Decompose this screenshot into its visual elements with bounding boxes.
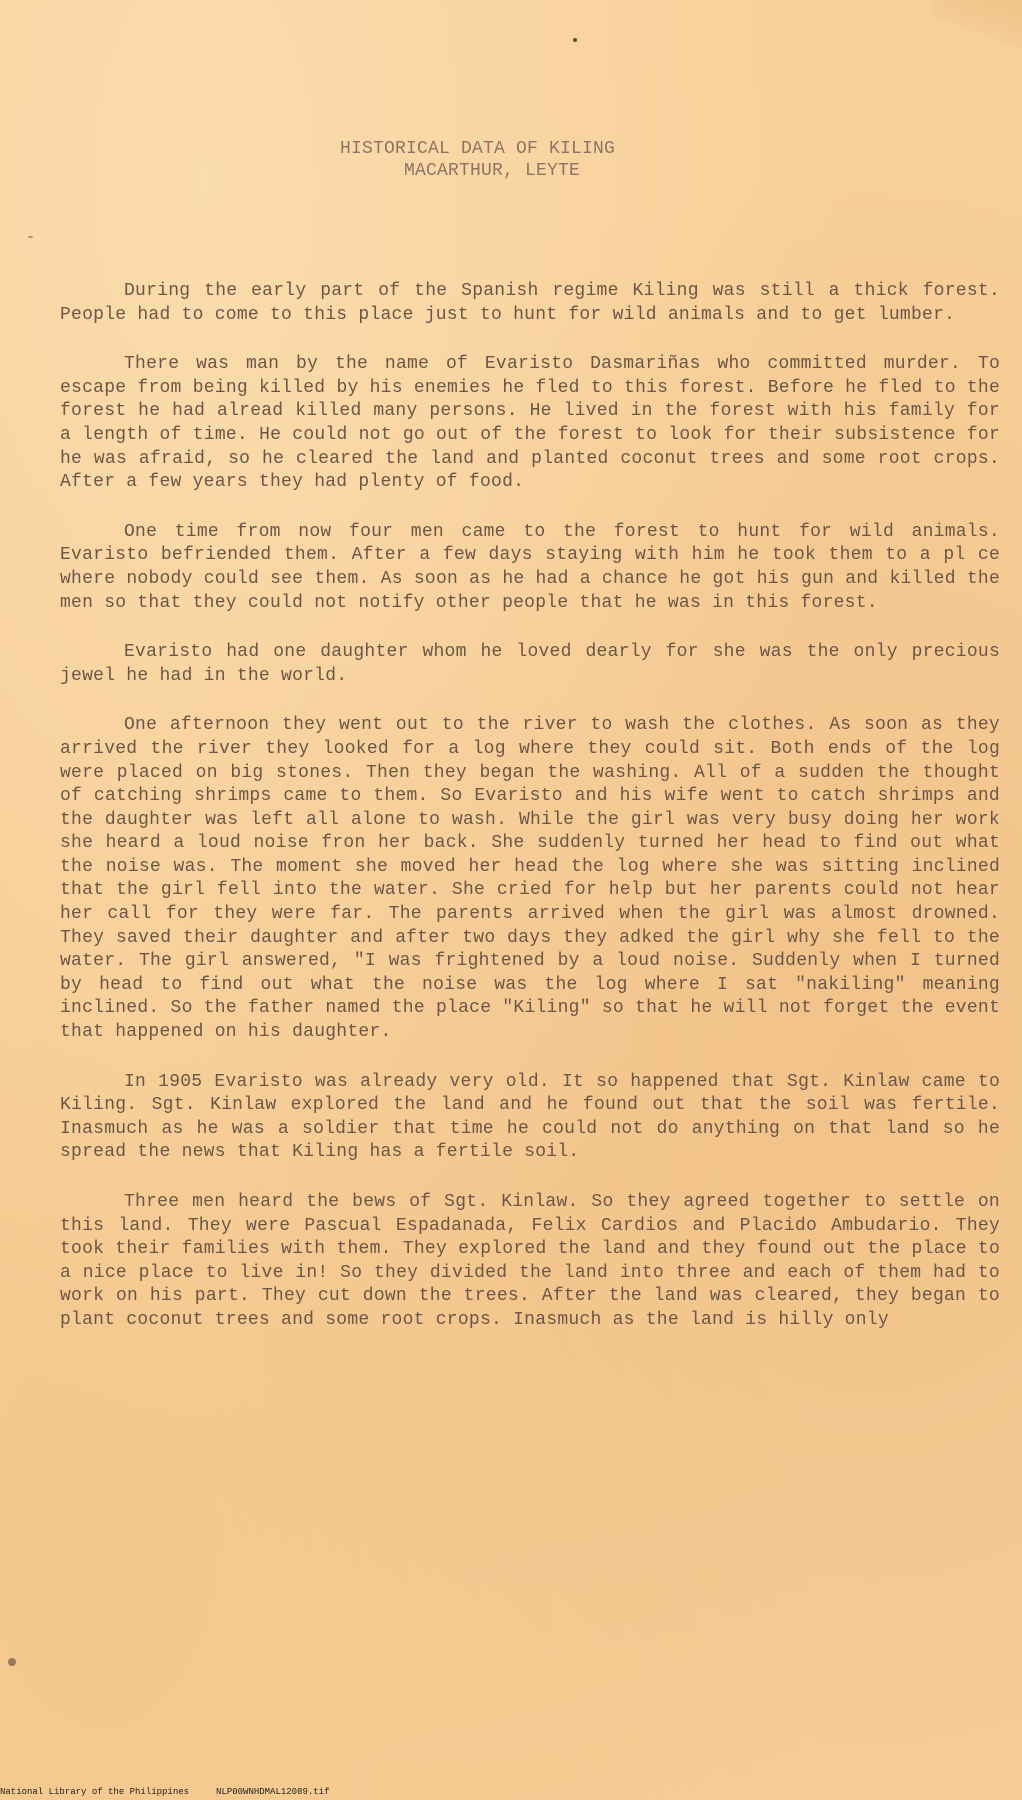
paragraph: One afternoon they went out to the river to wash the clothes. As soon as they arrived the river they looked for a log where they could sit. Both ends of the log were placed on big stones. Then they began the washing. All of a sudden the thought of catching shrimps came to them. So Evaristo and his wife went to catch shrimps and the daughter was left all alone to wash. While the girl was very busy doing her work she heard a loud noise fron her back. She suddenly turned her head to find out what the noise was. The moment she moved her head the log where she was sitting inclined that the girl fell into the water. She cried for help but her parents could not hear her call for they were far. The parents arrived when the girl was almost drowned. They saved their daughter and after two days they adked the girl why she fell to the water. The girl answered, "I was frightened by a loud noise. Suddenly when I turned by head to find out what the noise was the log where I sat "nakiling" meaning inclined. So the father named the place "Kiling" so that he will not forget the event that happened on his daughter.	[60, 715, 1000, 1043]
paragraph: Evaristo had one daughter whom he loved dearly for she was the only precious jewel he had in the world.	[60, 642, 1000, 686]
paragraph: One time from now four men came to the forest to hunt for wild animals. Evaristo befriended them. After a few days staying with him he took them to a pl ce where nobody could see them. As soon as he had a chance he got his gun and killed the men so that they could not notify other people that he was in this forest.	[60, 521, 1000, 613]
paper-speck	[573, 38, 577, 42]
footer-file-id: NLP00WNHDMAL12089.tif	[216, 1787, 330, 1797]
paper-corner-fold	[932, 0, 1022, 48]
paper-speck	[28, 236, 33, 238]
document-title	[340, 138, 700, 182]
paragraph: In 1905 Evaristo was already very old. It so happened that Sgt. Kinlaw came to Kiling. Sgt. Kinlaw explored the land and he found out that the soil was fertile. Inasmuch as he was a soldier that time he could not do anything on that land so he spread the news that Kiling has a fertile soil.	[60, 1071, 1000, 1163]
document-body	[60, 280, 1000, 1359]
paragraph: Three men heard the bews of Sgt. Kinlaw. So they agreed together to settle on this land. They were Pascual Espadanada, Felix Cardios and Placido Ambudario. They took their families with them. They explored the land and they found out the place to a nice place to live in! So they divided the land into three and each of them had to work on his part. They cut down the trees. After the land was cleared, they began to plant coconut trees and some root crops. Inasmuch as the land is hilly only	[60, 1192, 1000, 1330]
paragraph: There was man by the name of Evaristo Dasmariñas who committed murder. To escape from being killed by his enemies he fled to this forest. Before he fled to the forest he had alread killed many persons. He lived in the forest with his family for a length of time. He could not go out of the forest to look for their subsistence for he was afraid, so he cleared the land and planted coconut trees and some root crops. After a few years they had plenty of food.	[60, 354, 1000, 493]
scan-footer	[0, 1787, 329, 1798]
paper-speck	[8, 1658, 16, 1666]
title-line-1: HISTORICAL DATA OF KILING	[340, 139, 616, 159]
title-line-2: MACARTHUR, LEYTE	[404, 161, 581, 181]
paragraph: During the early part of the Spanish regime Kiling was still a thick forest. People had to come to this place just to hunt for wild animals and to get lumber.	[60, 281, 1000, 325]
footer-library: National Library of the Philippines	[0, 1787, 190, 1797]
